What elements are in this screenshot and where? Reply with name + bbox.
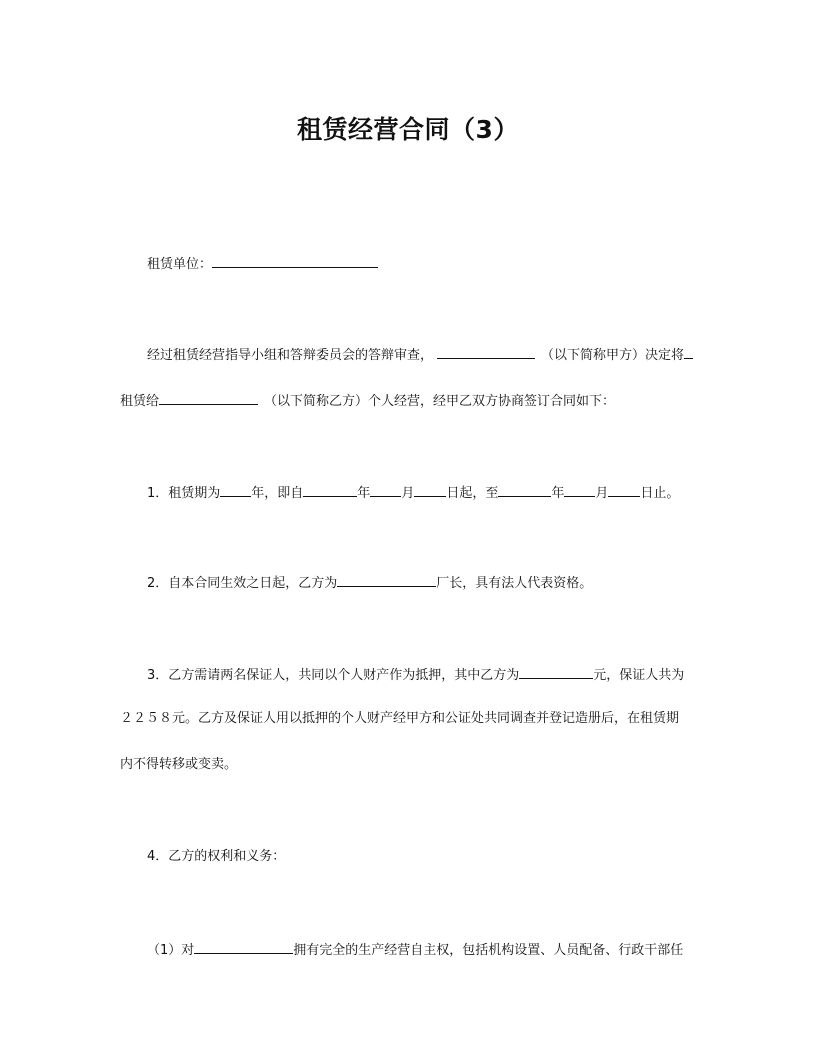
clause-4-item-1-text-a: （1）对: [147, 943, 195, 958]
clause-3-line-1: [147, 664, 684, 685]
clause-4-item-1-text-b: 拥有完全的生产经营自主权，包括机构设置、人员配备、行政干部任: [293, 943, 684, 958]
clause-3-text-b: 元，保证人共为: [593, 668, 685, 683]
deposit-amount-blank[interactable]: [519, 664, 593, 679]
clause-3-line-3: 内不得转移或变卖。: [120, 757, 238, 772]
paragraph-1-line-1: [147, 344, 693, 365]
clause-1-text-c: 年: [357, 486, 371, 501]
clause-4-item-1: [147, 939, 683, 960]
end-month-blank[interactable]: [564, 482, 595, 497]
clause-1-text-b: 年，即自: [251, 486, 304, 501]
clause-3-line-2: ２２５８元。乙方及保证人用以抵押的个人财产经甲方和公证处共同调查并登记造册后，在租赁期: [120, 711, 680, 726]
paragraph-1-text-d: （以下简称乙方）个人经营，经甲乙双方协商签订合同如下：: [264, 394, 616, 409]
paragraph-1-text-a: 经过租赁经营指导小组和答辩委员会的答辩审查，: [147, 348, 434, 363]
clause-1-text-a: 1．租赁期为: [147, 486, 221, 501]
clause-1-text-g: 月: [595, 486, 609, 501]
clause-3-text-a: 3．乙方需请两名保证人，共同以个人财产作为抵押，其中乙方为: [147, 668, 520, 683]
lessee-unit-line: [147, 253, 378, 274]
paragraph-1-line-2: [120, 390, 615, 411]
start-day-blank[interactable]: [414, 482, 446, 497]
clause-1-text-e: 日起，至: [446, 486, 499, 501]
term-years-blank[interactable]: [220, 482, 251, 497]
property-blank[interactable]: [684, 344, 693, 359]
enterprise-blank[interactable]: [194, 939, 293, 954]
end-year-blank[interactable]: [498, 482, 551, 497]
start-month-blank[interactable]: [370, 482, 401, 497]
clause-2-text-a: 2．自本合同生效之日起，乙方为: [147, 576, 338, 591]
clause-1-text-d: 月: [401, 486, 415, 501]
party-a-blank[interactable]: [437, 344, 535, 359]
clause-1-text-h: 日止。: [640, 486, 680, 501]
paragraph-1-text-b: （以下简称甲方）决定将: [541, 348, 685, 363]
factory-name-blank[interactable]: [337, 572, 436, 587]
lessee-unit-label: 租赁单位：: [147, 257, 213, 272]
clause-4-heading: 4．乙方的权利和义务：: [147, 849, 286, 864]
clause-2: [147, 572, 592, 593]
end-day-blank[interactable]: [608, 482, 640, 497]
start-year-blank[interactable]: [303, 482, 357, 497]
lessee-unit-blank[interactable]: [212, 253, 378, 268]
document-title: 租赁经营合同（3）: [297, 115, 519, 144]
clause-2-text-b: 厂长，具有法人代表资格。: [436, 576, 593, 591]
paragraph-1-text-c: 租赁给: [120, 394, 160, 409]
clause-1-text-f: 年: [551, 486, 565, 501]
party-b-blank[interactable]: [159, 390, 258, 405]
clause-1: [147, 482, 679, 503]
